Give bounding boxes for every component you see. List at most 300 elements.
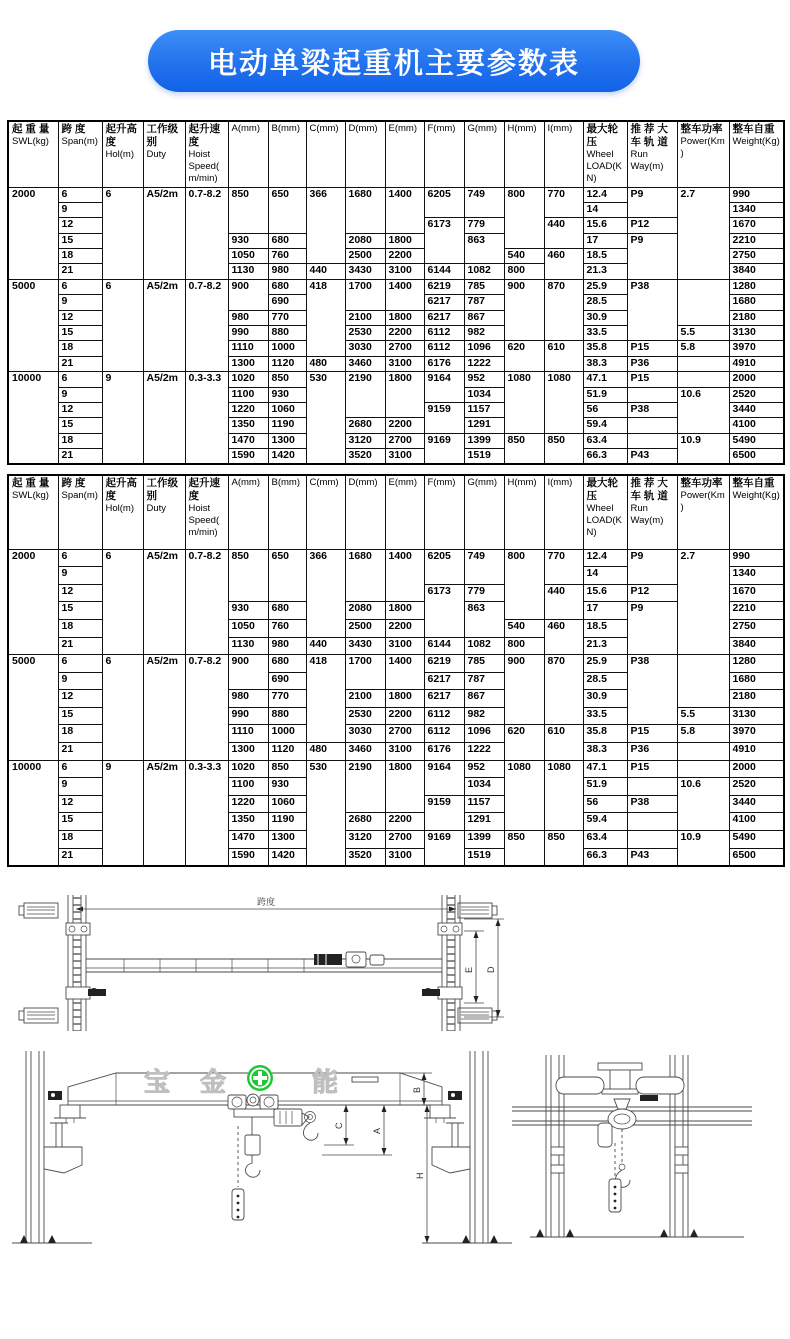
table-cell: 2210 [729,233,784,248]
table-cell: 4910 [729,743,784,761]
table-cell: 3030 [345,341,385,356]
table-cell: 3130 [729,326,784,341]
table-cell: 1000 [268,341,306,356]
table-cell: 1291 [464,813,504,831]
table-cell: 418 [306,655,345,743]
table-cell: 867 [464,310,504,325]
table-cell: A5/2m [143,655,185,761]
table-cell: 800 [504,637,544,655]
table-cell: 6205 [424,549,464,584]
table-cell [627,831,677,849]
table-cell: 6112 [424,707,464,725]
column-header [58,121,102,187]
table-cell: 2200 [385,249,424,264]
table-cell: 2200 [385,418,424,433]
table-cell: 33.5 [583,326,627,341]
column-header-en: Wheel LOAD(KN) [586,149,622,184]
table-cell: 785 [464,655,504,673]
column-header-en: Run Way(m) [630,149,664,173]
table-cell: 3100 [385,637,424,655]
column-header-en: C(mm) [309,477,339,489]
table-row [8,655,784,673]
watermark-plus-icon [247,1065,273,1091]
table-cell: 1300 [268,831,306,849]
column-header [544,121,583,187]
table-cell: 540 [504,619,544,637]
table-cell: 21 [58,743,102,761]
page-title: 电动单梁起重机主要参数表 [207,47,580,80]
table-cell: 1680 [345,187,385,233]
table-cell: 1590 [228,848,268,866]
table-cell: 15 [58,233,102,248]
table-cell: 800 [504,264,544,279]
column-header-en: F(mm) [427,123,456,134]
table-cell: 6205 [424,187,464,218]
table-cell: P43 [627,848,677,866]
table-cell: 5.5 [677,326,729,341]
table-cell: 9159 [424,402,464,433]
table-cell: 930 [268,387,306,402]
table-cell: 1080 [504,760,544,830]
table-cell [627,433,677,448]
table-cell: 1080 [504,372,544,434]
table-cell: 1340 [729,567,784,585]
table-cell: 21 [58,637,102,655]
table-cell: 47.1 [583,372,627,387]
table-cell: 9169 [424,433,464,464]
table-cell: 1300 [268,433,306,448]
table-cell: 5.5 [677,707,729,725]
table-cell: 18 [58,249,102,264]
table-cell: 9 [58,295,102,310]
table-cell: 2680 [345,813,385,831]
table-cell: 779 [464,218,504,233]
table-cell: 59.4 [583,813,627,831]
table-cell: 15 [58,813,102,831]
table-cell: 1222 [464,743,504,761]
table-cell: 0.3-3.3 [185,760,228,866]
table-cell: 21.3 [583,637,627,655]
column-header [385,475,424,549]
column-header [345,475,385,549]
table-cell: 6 [58,187,102,202]
column-header [102,121,143,187]
table-cell: 6 [58,279,102,294]
table-cell: 440 [306,264,345,279]
table-cell: 1222 [464,356,504,371]
table-cell: 25.9 [583,279,627,294]
table-cell: 610 [544,341,583,372]
span-dimension-label: 跨度 [256,896,276,907]
table-cell: 1120 [268,356,306,371]
dim-c-label: C [334,1122,344,1129]
table-cell: 10.6 [677,387,729,433]
table-cell: 1400 [385,655,424,690]
table-cell: 680 [268,279,306,294]
table-cell: 690 [268,672,306,690]
table-cell: 18 [58,619,102,637]
table-cell: 3520 [345,449,385,464]
table-cell: 1080 [544,372,583,434]
table-cell: 6144 [424,637,464,655]
table-cell: 650 [268,187,306,233]
table-cell: 850 [268,760,306,778]
column-header-en: A(mm) [231,477,260,489]
table-cell: 0.7-8.2 [185,187,228,279]
table-cell: 1470 [228,831,268,849]
table-cell: 21 [58,449,102,464]
table-cell: 440 [306,637,345,655]
table-cell: 880 [268,707,306,725]
table-cell: 850 [544,433,583,464]
column-header-en: G(mm) [467,477,498,489]
table-cell: 30.9 [583,310,627,325]
column-header [228,475,268,549]
table-cell: 3100 [385,449,424,464]
column-header-zh: 工作级别 [146,123,178,149]
table-cell: 952 [464,372,504,387]
table-cell: 3460 [345,743,385,761]
table-cell: 1034 [464,387,504,402]
column-header [627,121,677,187]
table-cell: 63.4 [583,831,627,849]
table-cell: 1050 [228,249,268,264]
column-header-en: Power(Km) [680,136,725,159]
table-cell: 10000 [8,372,58,464]
table-cell: 4100 [729,813,784,831]
column-header [58,475,102,549]
table-cell: 21.3 [583,264,627,279]
dim-a-label: A [372,1127,382,1134]
table-cell: 2180 [729,310,784,325]
column-header [143,121,185,187]
table-cell: 66.3 [583,449,627,464]
column-header [464,121,504,187]
table-cell: 33.5 [583,707,627,725]
table-cell: 38.3 [583,743,627,761]
table-cell: 650 [268,549,306,602]
table-cell: 3840 [729,264,784,279]
table-cell: 850 [504,433,544,464]
table-cell: 6112 [424,326,464,341]
column-header-zh: 跨 度 [61,477,86,490]
column-header-zh: 起升高度 [105,477,137,503]
table-cell: P15 [627,372,677,387]
table-cell: 530 [306,760,345,866]
table-cell: 3100 [385,848,424,866]
column-header [306,475,345,549]
table-cell: 12 [58,310,102,325]
table-cell: P15 [627,341,677,356]
table-cell: 14 [583,567,627,585]
table-cell: 3840 [729,637,784,655]
table-cell: 982 [464,707,504,725]
table-cell: P12 [627,218,677,233]
column-header [464,475,504,549]
table-cell: 990 [228,326,268,341]
table-cell: 1100 [228,387,268,402]
table-cell: 2000 [729,372,784,387]
table-row [8,372,784,387]
table-cell: 21 [58,356,102,371]
column-header-en: I(mm) [547,477,573,489]
column-header-zh: 起升速度 [188,123,220,149]
column-header-zh: 整车功率 [680,477,723,490]
table-cell: 930 [268,778,306,796]
table-cell: 2200 [385,326,424,341]
table-cell: 870 [544,655,583,725]
table-cell: 930 [228,602,268,620]
column-header-en: H(mm) [507,123,537,134]
column-header-en: D(mm) [348,123,378,134]
table-cell: 850 [228,187,268,233]
table-cell: 1000 [268,725,306,743]
table-cell: 2100 [345,310,385,325]
table-cell: 1080 [544,760,583,830]
table-cell: 2210 [729,602,784,620]
table-cell: 9 [102,760,143,866]
column-header-en: Hoist Speed( m/min) [188,149,220,184]
table-cell: 10.6 [677,778,729,831]
column-header-en: G(mm) [467,123,498,134]
table-cell: 1800 [385,602,424,620]
table-cell: 1800 [385,690,424,708]
table-cell: 1800 [385,233,424,248]
column-header-en: SWL(kg) [12,136,49,148]
table-cell: 863 [464,233,504,264]
column-header-zh: 推 荐 大 车 轨 道 [630,123,668,149]
column-header [677,121,729,187]
table-cell: 1670 [729,218,784,233]
table-cell: 1220 [228,795,268,813]
table-cell: 749 [464,187,504,218]
table-cell: 6 [58,372,102,387]
table-cell: 1800 [385,760,424,813]
table-cell: 982 [464,326,504,341]
watermark-dash [352,1077,378,1082]
table-cell: 610 [544,725,583,760]
table-cell: A5/2m [143,549,185,655]
table-cell [677,760,729,778]
table-cell: 12 [58,218,102,233]
table-cell: A5/2m [143,279,185,371]
table-cell [677,743,729,761]
column-header-zh: 跨 度 [61,123,86,135]
table-cell: 3430 [345,637,385,655]
table-cell [677,372,729,387]
column-header [583,121,627,187]
table-cell: 2080 [345,602,385,620]
table-cell: 9 [102,372,143,464]
table-cell: 9169 [424,831,464,866]
table-cell: 2.7 [677,187,729,279]
table-cell: 980 [228,690,268,708]
table-cell: 863 [464,602,504,637]
column-header-en: I(mm) [547,123,573,134]
column-header-en: E(mm) [388,477,417,489]
table-cell: 6144 [424,264,464,279]
table-cell: 9 [58,778,102,796]
column-header-en: H(mm) [507,477,537,489]
table-cell: P9 [627,233,677,279]
column-header-zh: 工作级别 [146,477,178,503]
table-cell: 900 [504,655,544,725]
technical-drawings [12,883,790,1271]
column-header-en: F(mm) [427,477,456,489]
table-cell: 9164 [424,372,464,403]
table-cell: 6 [58,549,102,567]
table-cell: 6112 [424,725,464,743]
table-cell: 2520 [729,387,784,402]
table-cell: 785 [464,279,504,294]
table-cell: 5490 [729,831,784,849]
table-cell: 4100 [729,418,784,433]
table-cell: 1400 [385,549,424,602]
column-header-en: C(mm) [309,123,339,134]
table-cell: 1096 [464,725,504,743]
table-cell: 1670 [729,584,784,602]
table-cell: 770 [544,549,583,584]
table-cell: 1400 [385,279,424,310]
table-cell: 1470 [228,433,268,448]
parameters-table-1-wrap [7,120,790,465]
table-cell: 6 [102,279,143,371]
table-cell: 18.5 [583,619,627,637]
parameters-table-2 [7,474,785,867]
parameters-table-2-wrap [7,474,790,867]
table-cell: 3970 [729,725,784,743]
table-cell: 0.7-8.2 [185,655,228,761]
table-cell: 6219 [424,279,464,294]
table-cell: 2200 [385,707,424,725]
column-header [268,121,306,187]
table-cell: 15 [58,418,102,433]
table-cell: 787 [464,295,504,310]
table-cell: 900 [504,279,544,341]
table-cell: 15 [58,602,102,620]
table-cell: 56 [583,795,627,813]
column-header-en: Span(m) [61,136,98,148]
table-cell: 1350 [228,813,268,831]
table-cell: 18 [58,831,102,849]
column-header-en: B(mm) [271,477,300,489]
table-cell: 800 [504,187,544,249]
table-cell: 2500 [345,249,385,264]
table-cell: 1100 [228,778,268,796]
table-row [8,549,784,567]
column-header [583,475,627,549]
table-cell: 3130 [729,707,784,725]
table-cell: 66.3 [583,848,627,866]
table-cell: 15 [58,707,102,725]
table-cell: 2530 [345,707,385,725]
watermark-char-3: 能 [312,1066,339,1097]
table-cell: 17 [583,233,627,248]
column-header [504,475,544,549]
table-cell: 1519 [464,848,504,866]
table-cell: 51.9 [583,387,627,402]
table-cell: 480 [306,356,345,371]
table-cell: 440 [544,584,583,619]
column-header-en: Hoist Speed( m/min) [188,503,220,539]
table-cell: 12 [58,402,102,417]
table-cell: 6112 [424,341,464,356]
table-cell: 3440 [729,402,784,417]
column-header-zh: 整车功率 [680,123,723,135]
table-cell: 770 [544,187,583,218]
table-cell: 10000 [8,760,58,866]
table-cell: 900 [228,279,268,310]
table-cell: 770 [268,690,306,708]
table-cell: 366 [306,549,345,637]
table-cell: 3460 [345,356,385,371]
table-cell: 930 [228,233,268,248]
table-cell: 1300 [228,743,268,761]
column-header-zh: 推 荐 大 车 轨 道 [630,477,668,503]
table-cell: 10.9 [677,831,729,866]
table-cell: 1680 [729,672,784,690]
table-cell: 6176 [424,743,464,761]
table-cell: 9159 [424,795,464,830]
table-cell: A5/2m [143,372,185,464]
table-cell: 2000 [8,549,58,655]
table-cell: 1190 [268,813,306,831]
table-cell: 1280 [729,655,784,673]
table-cell: P12 [627,584,677,602]
table-cell [677,356,729,371]
table-cell: 28.5 [583,672,627,690]
table-cell: 3120 [345,433,385,448]
table-cell: 0.3-3.3 [185,372,228,464]
table-cell: 1300 [228,356,268,371]
table-cell: 2520 [729,778,784,796]
table-cell: 6500 [729,449,784,464]
table-cell: 2190 [345,760,385,813]
dim-h-label: H [415,1172,425,1179]
table-cell: 18 [58,433,102,448]
column-header-en: Hol(m) [105,149,134,161]
table-cell: 1034 [464,778,504,796]
table-cell: 1590 [228,449,268,464]
table-cell: 1280 [729,279,784,294]
column-header [729,475,784,549]
table-cell: 12 [58,690,102,708]
table-cell: 1680 [729,295,784,310]
column-header-zh: 起 重 量 [12,477,50,490]
table-cell: 540 [504,249,544,264]
table-cell: 990 [228,707,268,725]
table-cell: 1800 [385,310,424,325]
table-cell: 2700 [385,831,424,849]
column-header [102,475,143,549]
table-cell [677,279,729,325]
table-cell: 2000 [729,760,784,778]
table-cell: 18 [58,725,102,743]
table-cell: 35.8 [583,341,627,356]
table-cell [627,813,677,831]
table-cell: 6173 [424,584,464,637]
column-header-zh: 整车自重 [732,123,775,135]
table-cell: 12 [58,584,102,602]
table-cell: 15.6 [583,218,627,233]
table-cell: 1420 [268,848,306,866]
table-cell: P38 [627,402,677,417]
table-cell: P9 [627,602,677,655]
table-cell: 6 [102,187,143,279]
table-cell: 850 [504,831,544,866]
table-cell: A5/2m [143,187,185,279]
column-header-en: Run Way(m) [630,503,664,527]
